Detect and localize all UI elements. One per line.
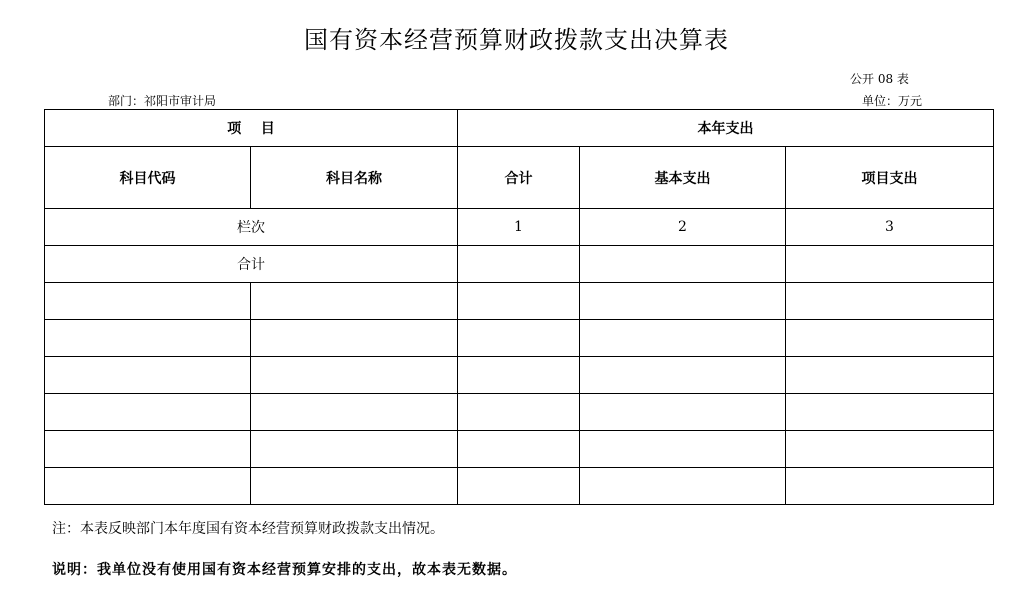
total-row-label: 合计: [45, 246, 458, 283]
table-cell: [45, 468, 251, 505]
table-row: [45, 394, 994, 431]
table-cell: [580, 431, 786, 468]
table-row: [45, 468, 994, 505]
table-row: [45, 283, 994, 320]
table-cell: [458, 468, 580, 505]
column-index-1: 1: [458, 209, 580, 246]
table-cell: [458, 394, 580, 431]
table-cell: [458, 283, 580, 320]
table-cell: [458, 357, 580, 394]
header-name: 科目名称: [251, 147, 458, 209]
column-index-row: [45, 209, 994, 246]
total-row-basic: [580, 246, 786, 283]
table-cell: [251, 320, 458, 357]
table-cell: [45, 320, 251, 357]
header-row-1: [45, 110, 994, 147]
header-code: 科目代码: [45, 147, 251, 209]
table-row: [45, 357, 994, 394]
department-label: 部门：祁阳市审计局: [108, 94, 217, 108]
header-current-year: 本年支出: [458, 110, 994, 147]
total-row-total: [458, 246, 580, 283]
total-row: [45, 246, 994, 283]
header-project: 项目支出: [786, 147, 994, 209]
header-basic: 基本支出: [580, 147, 786, 209]
table-cell: [45, 357, 251, 394]
table-note: 注：本表反映部门本年度国有资本经营预算财政拨款支出情况。: [52, 521, 444, 537]
table-cell: [786, 431, 994, 468]
table-cell: [458, 320, 580, 357]
report-title: 国有资本经营预算财政拨款支出决算表: [304, 26, 729, 54]
header-row-2: [45, 147, 994, 209]
column-index-3: 3: [786, 209, 994, 246]
table-cell: [251, 431, 458, 468]
table-explanation: 说明：我单位没有使用国有资本经营预算安排的支出，故本表无数据。: [52, 562, 517, 578]
table-row: [45, 320, 994, 357]
table-cell: [251, 468, 458, 505]
column-index-2: 2: [580, 209, 786, 246]
table-cell: [45, 394, 251, 431]
header-total: 合计: [458, 147, 580, 209]
table-row: [45, 431, 994, 468]
table-cell: [786, 468, 994, 505]
table-cell: [458, 431, 580, 468]
table-cell: [251, 394, 458, 431]
unit-label: 单位：万元: [862, 94, 923, 108]
table-cell: [786, 283, 994, 320]
table-cell: [786, 320, 994, 357]
table-cell: [580, 320, 786, 357]
table-cell: [786, 357, 994, 394]
table-cell: [580, 357, 786, 394]
column-index-label: 栏次: [45, 209, 458, 246]
table-cell: [786, 394, 994, 431]
table-cell: [580, 283, 786, 320]
table-code: 公开 08 表: [850, 72, 909, 86]
report-table: [44, 109, 994, 505]
table-cell: [45, 283, 251, 320]
table-cell: [580, 394, 786, 431]
header-item: 项 目: [45, 110, 458, 147]
table-cell: [45, 431, 251, 468]
table-cell: [251, 283, 458, 320]
table-cell: [580, 468, 786, 505]
total-row-project: [786, 246, 994, 283]
table-cell: [251, 357, 458, 394]
